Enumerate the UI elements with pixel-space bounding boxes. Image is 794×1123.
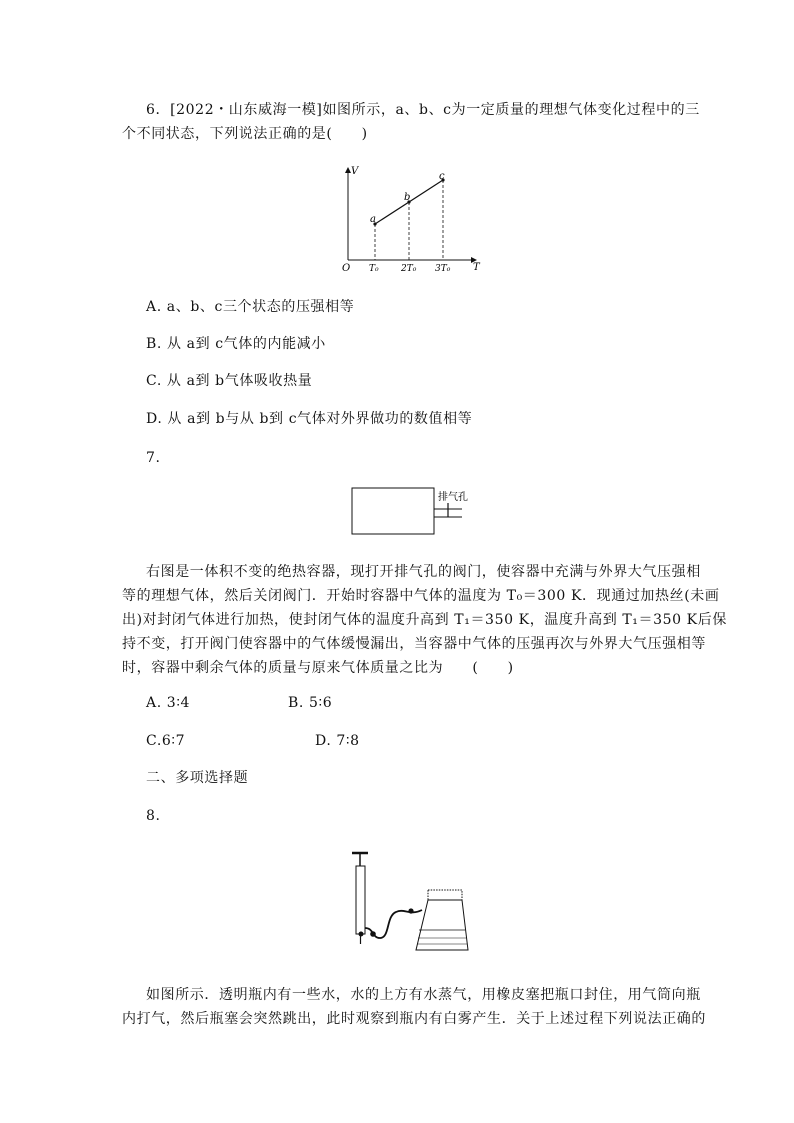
pump-valve-dot [359,932,364,937]
q7-stem-line-3: 出)对封闭气体进行加热，使封闭气体的温度升高到 T₁＝350 K，温度升高到 T₁＝350 K后保 [122,612,727,628]
q7-stem-line-4: 持不变，打开阀门使容器中的气体缓慢漏出，当容器中气体的压强再次与外界大气压强相等 [122,636,706,652]
hose-connector [408,908,413,913]
bottle-body [416,900,468,950]
label-c: c [439,171,445,182]
label-a: a [370,214,376,225]
q6-option-c: C. 从 a到 b气体吸收热量 [146,373,313,389]
q6-stem-line-2: 个不同状态，下列说法正确的是( ) [122,126,368,142]
tick-t0: T₀ [369,264,379,274]
q8-pump-bottle-figure [340,846,480,956]
hose-joint [370,931,376,937]
q7-option-c: C.6∶7 [146,733,186,749]
q7-number: 7. [146,450,161,466]
q6-option-b: B. 从 a到 c气体的内能减小 [146,336,326,352]
q7-stem-line-5: 时，容器中剩余气体的质量与原来气体质量之比为 ( ) [122,660,514,676]
label-b: b [404,192,411,203]
q8-stem-line-2: 内打气，然后瓶塞会突然跳出，此时观察到瓶内有白雾产生．关于上述过程下列说法正确的 [122,1011,706,1027]
vent-label: 排气孔 [438,492,468,503]
q8-stem-line-1: 如图所示．透明瓶内有一些水，水的上方有水蒸气，用橡皮塞把瓶口封住，用气筒向瓶 [146,987,701,1003]
q8-number: 8. [146,808,161,824]
q6-vt-graph [330,160,490,280]
q6-stem-line-1: 6．[2022・山东威海一模]如图所示，a、b、c为一定质量的理想气体变化过程中的三 [146,102,700,118]
bottle-stopper [428,890,462,900]
q7-option-a: A. 3∶4 [146,695,191,711]
q7-stem-line-1: 右图是一体积不变的绝热容器，现打开排气孔的阀门，使容器中充满与外界大气压强相 [146,564,701,580]
pump-barrel [356,866,365,934]
container-box [352,488,434,534]
q6-option-d: D. 从 a到 b与从 b到 c气体对外界做功的数值相等 [146,411,473,427]
q6-option-a: A. a、b、c三个状态的压强相等 [146,299,355,315]
q7-option-b: B. 5∶6 [288,695,333,711]
section-title: 二、多项选择题 [146,770,249,786]
tick-3t0: 3T₀ [435,264,451,274]
t-axis-label: T [473,262,480,273]
q7-option-d: D. 7∶8 [315,733,360,749]
q7-container-figure [350,486,480,538]
origin-label: O [342,263,351,274]
v-axis-label: V [351,166,359,177]
q7-stem-line-2: 等的理想气体，然后关闭阀门．开始时容器中气体的温度为 T₀＝300 K．现通过加热丝(未画 [122,588,720,604]
tick-2t0: 2T₀ [401,264,417,274]
